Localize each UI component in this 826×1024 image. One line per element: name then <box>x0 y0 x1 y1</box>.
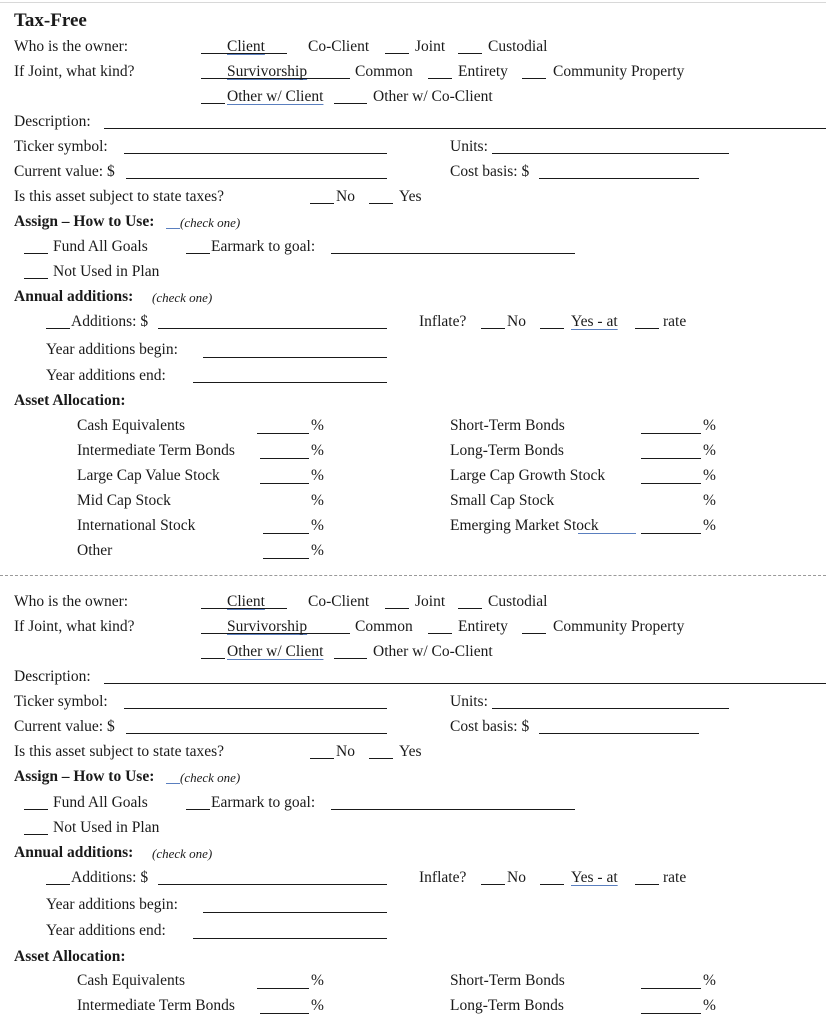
earmark-blank[interactable] <box>186 809 210 810</box>
ticker-label: Ticker symbol: <box>14 138 108 155</box>
alloc-right-pct: % <box>703 492 716 509</box>
asset-allocation-heading: Asset Allocation: <box>14 392 126 409</box>
joint-community-blank[interactable] <box>522 633 546 634</box>
alloc-left-label: Cash Equivalents <box>77 417 186 434</box>
alloc-left-field[interactable] <box>260 458 309 459</box>
assign-blue-mark <box>166 228 180 229</box>
joint-other-client-blank[interactable] <box>201 103 225 104</box>
alloc-left-label: Large Cap Value Stock <box>77 467 220 484</box>
owner-joint-option: Joint <box>415 593 446 610</box>
earmark-option: Earmark to goal: <box>211 238 316 255</box>
annual-additions-heading: Annual additions: <box>14 288 134 305</box>
alloc-right-label: Small Cap Stock <box>450 492 555 509</box>
owner-joint-blank[interactable] <box>385 608 409 609</box>
inflate-yes-at-option: Yes - at <box>571 313 618 330</box>
top-rule <box>0 2 826 3</box>
alloc-right-label: Large Cap Growth Stock <box>450 467 606 484</box>
alloc-right-field[interactable] <box>641 533 701 534</box>
owner-question: Who is the owner: <box>14 593 129 610</box>
earmark-goal-field[interactable] <box>331 809 575 810</box>
joint-other-client-option: Other w/ Client <box>227 88 324 105</box>
joint-entirety-blank[interactable] <box>428 633 452 634</box>
inflate-no-option: No <box>507 313 526 330</box>
inflate-yes-at-option: Yes - at <box>571 869 618 886</box>
year-end-label: Year additions end: <box>46 922 166 939</box>
owner-custodial-blank[interactable] <box>458 608 482 609</box>
additions-label: Additions: $ <box>71 869 149 886</box>
inflate-rate-field[interactable] <box>635 328 659 329</box>
owner-joint-blank[interactable] <box>385 53 409 54</box>
current-value-label: Current value: $ <box>14 718 115 735</box>
alloc-left-pct: % <box>311 972 324 989</box>
state-tax-no-blank[interactable] <box>310 203 334 204</box>
joint-community-option: Community Property <box>553 618 685 635</box>
fund-all-blank[interactable] <box>24 253 48 254</box>
alloc-right-field[interactable] <box>641 433 701 434</box>
state-tax-question: Is this asset subject to state taxes? <box>14 188 225 205</box>
joint-other-coclient-option: Other w/ Co-Client <box>373 643 493 660</box>
earmark-blank[interactable] <box>186 253 210 254</box>
owner-joint-option: Joint <box>415 38 446 55</box>
owner-custodial-blank[interactable] <box>458 53 482 54</box>
alloc-left-label: International Stock <box>77 517 196 534</box>
alloc-left-label: Mid Cap Stock <box>77 492 171 509</box>
alloc-right-blue-mark <box>578 533 636 534</box>
fund-all-option: Fund All Goals <box>53 794 148 811</box>
owner-coclient-option: Co-Client <box>308 593 370 610</box>
alloc-left-pct: % <box>311 997 324 1014</box>
alloc-left-field[interactable] <box>260 483 309 484</box>
cost-basis-label: Cost basis: $ <box>450 718 530 735</box>
cost-basis-field[interactable] <box>539 733 699 734</box>
alloc-right-field[interactable] <box>641 1013 701 1014</box>
year-end-field[interactable] <box>193 382 387 383</box>
owner-custodial-option: Custodial <box>488 38 548 55</box>
alloc-left-label: Other <box>77 542 113 559</box>
joint-survivorship-option: Survivorship <box>227 618 308 635</box>
inflate-label: Inflate? <box>419 313 467 330</box>
additions-blank[interactable] <box>46 328 70 329</box>
alloc-right-pct: % <box>703 997 716 1014</box>
alloc-left-pct: % <box>311 442 324 459</box>
asset-allocation-heading: Asset Allocation: <box>14 948 126 965</box>
current-value-field[interactable] <box>126 733 387 734</box>
assign-check-one: (check one) <box>180 770 241 785</box>
joint-other-client-option: Other w/ Client <box>227 643 324 660</box>
inflate-rate-label: rate <box>663 313 687 330</box>
alloc-left-field[interactable] <box>263 533 309 534</box>
current-value-label: Current value: $ <box>14 163 115 180</box>
year-begin-label: Year additions begin: <box>46 896 178 913</box>
inflate-no-option: No <box>507 869 526 886</box>
inflate-no-blank[interactable] <box>481 884 505 885</box>
inflate-no-blank[interactable] <box>481 328 505 329</box>
inflate-label: Inflate? <box>419 869 467 886</box>
assign-blue-mark <box>166 783 180 784</box>
inflate-rate-field[interactable] <box>635 884 659 885</box>
alloc-right-label: Short-Term Bonds <box>450 417 565 434</box>
alloc-right-label: Emerging Market Stock <box>450 517 599 534</box>
alloc-right-label: Long-Term Bonds <box>450 442 564 459</box>
alloc-left-label: Cash Equivalents <box>77 972 186 989</box>
owner-custodial-option: Custodial <box>488 593 548 610</box>
section-divider <box>0 575 826 576</box>
earmark-option: Earmark to goal: <box>211 794 316 811</box>
year-begin-label: Year additions begin: <box>46 341 178 358</box>
ticker-field[interactable] <box>124 708 387 709</box>
owner-client-option: Client <box>227 38 265 55</box>
annual-check-one: (check one) <box>152 290 213 305</box>
earmark-goal-field[interactable] <box>331 253 575 254</box>
cost-basis-label: Cost basis: $ <box>450 163 530 180</box>
joint-question: If Joint, what kind? <box>14 63 135 80</box>
description-label: Description: <box>14 113 91 130</box>
description-label: Description: <box>14 668 91 685</box>
owner-question: Who is the owner: <box>14 38 129 55</box>
alloc-right-pct: % <box>703 467 716 484</box>
units-field[interactable] <box>492 708 729 709</box>
alloc-right-pct: % <box>703 972 716 989</box>
year-end-field[interactable] <box>193 938 387 939</box>
joint-common-option: Common <box>355 618 413 635</box>
inflate-yes-blank[interactable] <box>540 884 564 885</box>
assign-heading: Assign – How to Use: <box>14 213 155 230</box>
description-field[interactable] <box>104 128 826 129</box>
alloc-left-pct: % <box>311 417 324 434</box>
alloc-left-pct: % <box>311 492 324 509</box>
alloc-right-pct: % <box>703 517 716 534</box>
fund-all-blank[interactable] <box>24 809 48 810</box>
joint-other-coclient-blank[interactable] <box>334 658 367 659</box>
state-tax-no-option: No <box>336 188 355 205</box>
joint-entirety-option: Entirety <box>458 63 508 80</box>
ticker-field[interactable] <box>124 153 387 154</box>
annual-check-one: (check one) <box>152 846 213 861</box>
alloc-right-pct: % <box>703 442 716 459</box>
joint-community-blank[interactable] <box>522 78 546 79</box>
alloc-left-label: Intermediate Term Bonds <box>77 997 235 1014</box>
additions-field[interactable] <box>158 884 387 885</box>
state-tax-yes-option: Yes <box>399 188 422 205</box>
not-used-option: Not Used in Plan <box>53 819 160 836</box>
description-field[interactable] <box>104 683 826 684</box>
not-used-blank[interactable] <box>24 834 48 835</box>
state-tax-yes-option: Yes <box>399 743 422 760</box>
assign-check-one: (check one) <box>180 215 241 230</box>
owner-client-option: Client <box>227 593 265 610</box>
additions-label: Additions: $ <box>71 313 149 330</box>
joint-other-coclient-option: Other w/ Co-Client <box>373 88 493 105</box>
state-tax-no-blank[interactable] <box>310 758 334 759</box>
state-tax-yes-blank[interactable] <box>369 758 393 759</box>
joint-other-client-blank[interactable] <box>201 658 225 659</box>
joint-survivorship-option: Survivorship <box>227 63 308 80</box>
alloc-right-label: Long-Term Bonds <box>450 997 564 1014</box>
alloc-left-pct: % <box>311 467 324 484</box>
alloc-left-field[interactable] <box>257 988 309 989</box>
inflate-rate-label: rate <box>663 869 687 886</box>
not-used-blank[interactable] <box>24 278 48 279</box>
alloc-right-label: Short-Term Bonds <box>450 972 565 989</box>
joint-common-option: Common <box>355 63 413 80</box>
joint-community-option: Community Property <box>553 63 685 80</box>
joint-entirety-blank[interactable] <box>428 78 452 79</box>
alloc-right-field[interactable] <box>641 458 701 459</box>
state-tax-no-option: No <box>336 743 355 760</box>
alloc-right-pct: % <box>703 417 716 434</box>
additions-blank[interactable] <box>46 884 70 885</box>
year-begin-field[interactable] <box>203 357 387 358</box>
year-begin-field[interactable] <box>203 912 387 913</box>
alloc-left-pct: % <box>311 542 324 559</box>
assign-heading: Assign – How to Use: <box>14 768 155 785</box>
cost-basis-field[interactable] <box>539 178 699 179</box>
additions-field[interactable] <box>158 328 387 329</box>
state-tax-question: Is this asset subject to state taxes? <box>14 743 225 760</box>
inflate-yes-blank[interactable] <box>540 328 564 329</box>
alloc-left-pct: % <box>311 517 324 534</box>
joint-question: If Joint, what kind? <box>14 618 135 635</box>
ticker-label: Ticker symbol: <box>14 693 108 710</box>
alloc-left-field[interactable] <box>257 433 309 434</box>
annual-additions-heading: Annual additions: <box>14 844 134 861</box>
units-label: Units: <box>450 138 488 155</box>
alloc-right-field[interactable] <box>641 483 701 484</box>
state-tax-yes-blank[interactable] <box>369 203 393 204</box>
owner-coclient-option: Co-Client <box>308 38 370 55</box>
not-used-option: Not Used in Plan <box>53 263 160 280</box>
fund-all-option: Fund All Goals <box>53 238 148 255</box>
units-label: Units: <box>450 693 488 710</box>
current-value-field[interactable] <box>126 178 387 179</box>
units-field[interactable] <box>492 153 729 154</box>
joint-entirety-option: Entirety <box>458 618 508 635</box>
alloc-left-field[interactable] <box>260 1013 309 1014</box>
alloc-left-field[interactable] <box>263 558 309 559</box>
form-title: Tax-Free <box>14 10 87 31</box>
year-end-label: Year additions end: <box>46 367 166 384</box>
joint-other-coclient-blank[interactable] <box>334 103 367 104</box>
alloc-right-field[interactable] <box>641 988 701 989</box>
alloc-left-label: Intermediate Term Bonds <box>77 442 235 459</box>
